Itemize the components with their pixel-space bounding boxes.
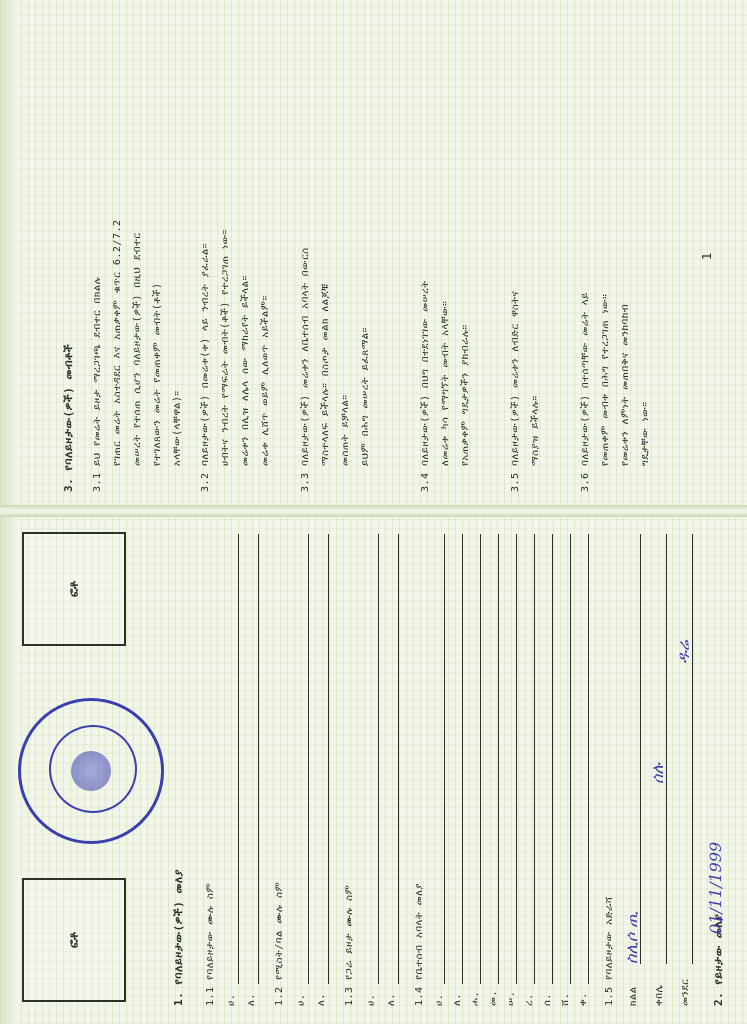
clause-line: የአጠቃቀም ግዴታዎችን ያከብራሉ። bbox=[460, 324, 471, 466]
clause-3-5 bbox=[510, 291, 521, 492]
family-row-b: ለ. bbox=[452, 993, 463, 1006]
clause-3-3 bbox=[300, 247, 311, 492]
clause-line: መሬቱ ሊሸጥ ወይም ሊለወጥ አይችልም። bbox=[260, 295, 271, 466]
clause-3-2 bbox=[200, 243, 211, 492]
clause-3-1 bbox=[92, 277, 103, 492]
photo-box-2 bbox=[22, 532, 126, 646]
family-row-i: ቀ. bbox=[578, 992, 589, 1006]
item-1-4-label bbox=[414, 883, 425, 1006]
clause-line: የመሬቱን ለምነት መጠበቅና መንከባከብ bbox=[620, 303, 631, 466]
item-label: የባለይዞታው አድራሻ bbox=[604, 896, 615, 980]
clause-line: የገጠር መሬት አስተዳደር እና አጠቃቀም ቁጥር 6.2/7.2 bbox=[112, 219, 123, 466]
item-1-3-sub-b: ለ. bbox=[386, 993, 397, 1006]
clause-line: አላቸው(ላቸዋል)። bbox=[172, 390, 183, 466]
family-row-c: ሐ. bbox=[470, 990, 481, 1006]
page-number: 1 bbox=[700, 252, 714, 260]
item-label: የባለይዞታው ሙሉ ስም bbox=[205, 882, 216, 980]
clause-line: ባለይዞታው(ዎች) መሬቱን ለብድር ዋስትና bbox=[510, 290, 521, 466]
handwritten-name: ስሊሶ ጢ bbox=[622, 911, 641, 964]
family-row-a: ሀ. bbox=[434, 993, 445, 1006]
handwritten-village: ዱሬ bbox=[674, 640, 693, 664]
item-1-2-sub-a: ሀ. bbox=[296, 993, 307, 1006]
family-line bbox=[498, 534, 499, 984]
item-1-2-line-b bbox=[328, 534, 329, 984]
item-1-1-line-b bbox=[258, 534, 259, 984]
family-line bbox=[462, 534, 463, 984]
address-village: መንደር bbox=[680, 978, 691, 1006]
address-kebele: ቀበሌ bbox=[654, 984, 665, 1006]
clause-line: ይህም በሕግ መሠረት ይፈጸማል። bbox=[360, 327, 371, 466]
item-1-1-line-a bbox=[238, 534, 239, 984]
address-region: ክልል bbox=[628, 986, 639, 1006]
left-page bbox=[0, 516, 747, 1024]
family-row-d: መ. bbox=[488, 989, 499, 1006]
family-line bbox=[570, 534, 571, 984]
family-row-g: ሰ. bbox=[542, 993, 553, 1006]
clause-3-6 bbox=[580, 292, 591, 492]
photo-label: ፎቶ bbox=[66, 581, 81, 597]
family-line bbox=[588, 534, 589, 984]
item-1-2-sub-b: ለ. bbox=[316, 993, 327, 1006]
item-1-3-line-b bbox=[398, 534, 399, 984]
item-1-5-label bbox=[604, 897, 615, 1006]
clause-number: 3.6 bbox=[580, 472, 591, 492]
clause-line: ለመሬቱ ካሳ የማግኘት መብት አላቸው። bbox=[440, 300, 451, 466]
section2-title: 2. የይዞታው መለያ bbox=[712, 913, 725, 1006]
item-1-3-line-a bbox=[378, 534, 379, 984]
section3-title: 3. የባለይዞታው(ዎች) መብቶች bbox=[62, 343, 75, 492]
clause-number: 3.1 bbox=[92, 472, 103, 492]
clause-line: የመጠቀም መብቱ በሕግ የተረጋገጠ ነው። bbox=[600, 293, 611, 466]
clause-line: ባለይዞታው(ዎች) መሬቱን ለቤተሰብ አባላት በውርስ bbox=[300, 247, 311, 466]
item-number: 1.1 bbox=[205, 986, 216, 1006]
item-label: የሚስት/ባል ሙሉ ስም bbox=[274, 881, 285, 980]
item-1-1-label bbox=[205, 883, 216, 1006]
clause-line: ባለይዞታው(ዎች) በተሰጣቸው መሬት ላይ bbox=[580, 292, 591, 466]
clause-number: 3.3 bbox=[300, 472, 311, 492]
clause-line: ማስያዝ ይችላሉ። bbox=[530, 395, 541, 466]
item-1-2-line-a bbox=[308, 534, 309, 984]
clause-line: ግዴታቸው ነው። bbox=[640, 401, 651, 466]
item-1-1-sub-a: ሀ. bbox=[226, 993, 237, 1006]
handwritten-kebele: ሰሉ bbox=[648, 763, 667, 784]
section1-title: 1. የባለይዞታው(ዎች) መለያ bbox=[172, 869, 185, 1006]
item-number: 1.3 bbox=[344, 986, 355, 1006]
clause-line: መስጠት ይቻላል። bbox=[340, 394, 351, 466]
clause-line: ባለይዞታው(ዎች) በመሬቱ(ቱ) ላይ ንብረት ያፈራል። bbox=[200, 243, 211, 466]
clause-number: 3.2 bbox=[200, 472, 211, 492]
clause-line: የተገለጸውን መሬት የመጠቀም መብት(ቶች) bbox=[152, 282, 163, 466]
family-row-f: ረ. bbox=[524, 993, 535, 1006]
right-page bbox=[0, 0, 747, 506]
item-1-3-label bbox=[344, 885, 355, 1006]
item-1-3-sub-a: ሀ. bbox=[366, 993, 377, 1006]
handwritten-date: 01/11/1999 bbox=[706, 841, 725, 934]
clause-line: መሬቱን በሊዝ ለሌላ ሰው ማከራየት ይችላል። bbox=[240, 275, 251, 466]
clause-number: 3.5 bbox=[510, 472, 521, 492]
clause-number: 3.4 bbox=[420, 472, 431, 492]
clause-line: ባለይዞታው(ዎች) በህግ በተደነገገው መሠረት bbox=[420, 280, 431, 466]
family-line bbox=[516, 534, 517, 984]
item-label: የጋራ ይዞታ ሙሉ ስም bbox=[344, 884, 355, 980]
clause-line: ማስተላለፍ ይችላሉ። በስጦታ መልክ ለልጆቹ bbox=[320, 283, 331, 466]
item-number: 1.4 bbox=[414, 986, 425, 1006]
photo-box-1 bbox=[22, 878, 126, 1002]
item-number: 1.2 bbox=[274, 986, 285, 1006]
clause-3-4 bbox=[420, 280, 431, 492]
family-line bbox=[534, 534, 535, 984]
family-row-h: ሸ. bbox=[560, 992, 571, 1006]
photo-label: ፎቶ bbox=[66, 932, 81, 948]
seal-emblem bbox=[71, 751, 110, 790]
clause-line: ይህ የመሬት ይዞታ ማረጋገጫ ደብተር በክልሉ bbox=[92, 276, 103, 466]
item-number: 1.5 bbox=[604, 986, 615, 1006]
official-seal bbox=[18, 698, 164, 844]
family-line bbox=[444, 534, 445, 984]
item-1-1-sub-b: ለ. bbox=[246, 993, 257, 1006]
address-line bbox=[692, 534, 693, 964]
item-1-2-label bbox=[274, 882, 285, 1006]
clause-line: መሠረት የተሰጠ ሲሆን ባለይዞታው(ዎች) በዚህ ደብተር bbox=[132, 232, 143, 466]
address-line bbox=[666, 534, 667, 964]
family-row-e: ሠ. bbox=[506, 990, 517, 1006]
clause-line: ሀብትና ንብረት የማፍራት መብት(ቶች) የተረጋገጠ ነው። bbox=[220, 229, 231, 466]
family-line bbox=[480, 534, 481, 984]
address-line bbox=[640, 534, 641, 964]
item-label: የቤተሰብ አባላት መለያ bbox=[414, 882, 425, 980]
family-line bbox=[552, 534, 553, 984]
